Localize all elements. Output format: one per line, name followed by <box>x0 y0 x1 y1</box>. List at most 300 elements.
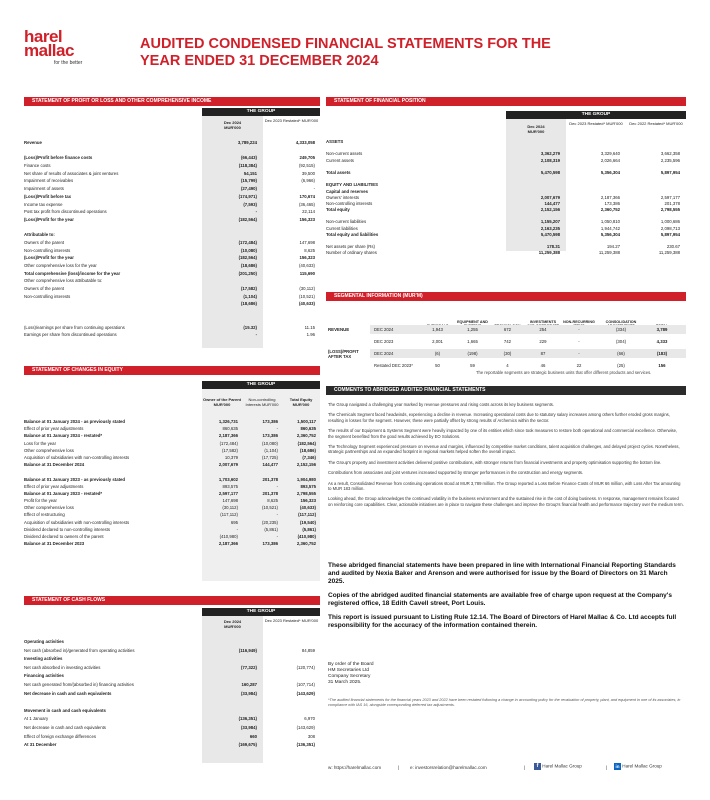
eq-value: 201,378 <box>262 490 278 496</box>
signature-line: By order of the Board <box>328 662 374 667</box>
segment-value: 87 <box>540 351 546 356</box>
fp-value: 5,897,954 <box>660 169 680 175</box>
col-dec2023: Dec 2023 Restated* MUR'000 <box>264 618 319 623</box>
pl-label: Finance costs <box>24 163 51 169</box>
pl-label: Other comprehensive loss attributable to: <box>24 278 103 284</box>
cf-label: Net cash generated from/(absorbed in) financing activities <box>24 681 134 687</box>
cf-row <box>24 648 320 657</box>
fp-value: 5,356,304 <box>600 169 620 175</box>
eq-value: 893,575 <box>222 483 238 489</box>
segment-period: DEC 2023 <box>374 339 394 344</box>
fp-label: Total assets <box>326 169 351 175</box>
fp-value: 1,155,207 <box>540 219 560 225</box>
eq-value: 1,500,117 <box>297 419 316 424</box>
fp-value: 11,259,388 <box>598 250 620 256</box>
segment-value: - <box>578 351 580 356</box>
eq-label: Effect of prior year adjustments <box>24 483 84 489</box>
eq-label: Balance at 01 January 2024 - restated* <box>24 433 103 439</box>
eq-value: 1,904,980 <box>296 476 316 482</box>
pl-value: (182,564) <box>238 216 257 222</box>
eq-value: 1,703,602 <box>218 476 238 482</box>
pl-value: (10,080) <box>240 247 257 253</box>
pl-value: (182,564) <box>238 255 257 261</box>
segment-period: DEC 2024 <box>374 327 394 332</box>
eq-value: 2,360,752 <box>296 541 316 547</box>
board-signature <box>328 662 448 686</box>
col-dec2022: Dec 2022 Restated* MUR'000 <box>629 121 683 126</box>
pl-value: (10,521) <box>298 293 315 299</box>
pl-value: - <box>313 186 315 192</box>
pl-value: (18,686) <box>240 263 257 268</box>
linkedin-link[interactable] <box>614 763 662 770</box>
financial-position-rows <box>326 139 686 257</box>
eq-value: (117,112) <box>298 512 316 518</box>
pl-value: 11.15 <box>304 324 315 330</box>
cf-value: (107,714) <box>296 681 315 687</box>
email-link[interactable]: e: investorsrelation@harelmallac.com <box>410 765 487 770</box>
cf-label: At 1 January <box>24 716 49 722</box>
fp-value: 5,356,304 <box>600 231 620 237</box>
eq-value: (182,564) <box>297 440 316 446</box>
eq-label: Balance at 01 January 2023 - restated* <box>24 490 103 496</box>
cf-row <box>24 725 320 734</box>
eq-value: (30,112) <box>222 505 238 511</box>
segment-value: (66) <box>617 351 625 356</box>
pl-row <box>24 240 320 248</box>
facebook-label: Harel Mallac Group <box>542 763 582 769</box>
pl-value: (118,384) <box>238 163 257 169</box>
pl-value: (15,799) <box>240 178 257 184</box>
segment-value: (304) <box>615 339 627 344</box>
pl-row <box>24 178 320 186</box>
facebook-icon: f <box>534 763 541 770</box>
pl-label: (Loss)/earnings per share from continuing operations <box>24 324 125 330</box>
cf-row <box>24 734 320 743</box>
pl-label: Impairment of assets <box>24 186 64 192</box>
fp-value: 11,259,388 <box>658 250 680 256</box>
pl-row <box>24 171 320 179</box>
cf-label: Net decrease in cash and cash equivalents <box>24 724 106 730</box>
cf-label: At 31 December <box>24 742 57 748</box>
pl-value: (201,250) <box>238 270 257 276</box>
eq-value: (5,861) <box>264 526 278 532</box>
segment-value: (25) <box>617 363 625 368</box>
segment-note: The reportable segments are strategic business units that offer different products and services. <box>476 370 652 375</box>
eq-row <box>24 527 320 534</box>
pl-row <box>24 263 320 271</box>
col-total-equity: Total Equity MUR'000 <box>289 397 313 407</box>
eq-value: - <box>276 426 278 432</box>
footer-separator: | <box>398 765 400 770</box>
pl-label: (Loss)/Profit for the year <box>24 216 74 222</box>
pl-label: Income tax expense <box>24 201 63 207</box>
segment-value: (334) <box>615 327 627 332</box>
loss-after-tax-label: (LOSS)/PROFIT AFTER TAX <box>328 349 359 359</box>
cf-label: Net cash absorbed in investing activities <box>24 664 101 670</box>
cf-row <box>24 665 320 674</box>
comment-paragraph: The Technology Segment experienced pressure on revenue and margins, influenced by competitive market conditions, talent acquisition challenges, and delayed project cycles. Nonetheless, strategic partnerships and an expanded footprint in regional markets helped soften the overall impact. <box>328 444 680 455</box>
group-header: THE GROUP <box>506 111 686 119</box>
cf-value: (136,351) <box>238 716 257 722</box>
pl-label: Non-controlling interests <box>24 247 71 253</box>
cf-label: Operating activities <box>24 639 64 644</box>
fp-value: 2,597,177 <box>660 194 680 200</box>
pl-label: Total comprehensive (loss)/income for the year <box>24 270 121 276</box>
col-dec2024: Dec 2024 MUR'000 <box>527 124 545 134</box>
pl-value: 156,323 <box>299 216 315 222</box>
segment-value: 156 <box>658 363 666 368</box>
col-dec2023: Dec 2023 Restated* MUR'000 <box>569 121 623 126</box>
group-header: THE GROUP <box>202 381 320 389</box>
pl-value: 4,333,058 <box>295 140 315 145</box>
pl-row <box>24 332 320 340</box>
fp-value: 2,098,713 <box>660 225 680 231</box>
facebook-link[interactable] <box>534 763 582 770</box>
profit-loss-header: STATEMENT OF PROFIT OR LOSS AND OTHER COMPREHENSIVE INCOME <box>24 97 320 106</box>
pl-value: (66,443) <box>240 155 257 161</box>
eq-value: - <box>276 483 278 489</box>
segment-period: Restated DEC 2023* <box>374 363 413 368</box>
company-logo <box>24 27 104 66</box>
fp-row <box>326 250 686 256</box>
eq-row <box>24 520 320 527</box>
pl-label: (Loss)/Profit before tax <box>24 193 72 199</box>
fp-value: 2,360,752 <box>600 207 620 213</box>
signature-line: HM Secretaries Ltd <box>328 668 370 673</box>
eq-value: (410,980) <box>219 534 238 539</box>
linkedin-icon: in <box>615 764 620 769</box>
pl-value: (27,490) <box>240 186 257 192</box>
eq-label: Other comprehensive loss <box>24 447 74 453</box>
pl-row <box>24 232 320 240</box>
fp-label: Net assets per share (Rs) <box>326 244 375 250</box>
revenue-label: REVENUE <box>328 327 350 332</box>
fp-label: Total equity and liabilities <box>326 231 379 237</box>
eq-value: 156,323 <box>300 498 316 504</box>
eq-value: (17,725) <box>261 454 278 460</box>
cf-row <box>24 716 320 725</box>
segment-value: 742 <box>503 339 512 344</box>
pl-label: Post tax profit from discontinued operations <box>24 209 107 215</box>
pl-row <box>24 325 320 333</box>
eq-value: (117,112) <box>220 512 238 518</box>
eq-row <box>24 426 320 433</box>
eq-row <box>24 455 320 462</box>
eq-value: 2,798,555 <box>296 490 316 496</box>
eq-row <box>24 541 320 548</box>
fp-value: 2,108,319 <box>540 157 560 163</box>
comment-paragraph: Contributions from associates and joint ventures increased supported by stronger performances in the construction and energy segments. <box>328 470 584 476</box>
cf-value: (120,774) <box>296 664 315 670</box>
copies-text: Copies of the abridged audited financial statements are available free of charge upon request at the Company's registered office, 18 Edith Cavell street, Port Louis. <box>328 592 672 607</box>
cf-row <box>24 691 320 700</box>
segment-value: 2,001 <box>432 339 443 344</box>
signature-line: 31 March 2025. <box>328 680 362 685</box>
eq-row <box>24 484 320 491</box>
fp-value: 2,026,664 <box>600 157 620 163</box>
eq-value: 147,698 <box>222 498 238 504</box>
pl-value: (1,104) <box>243 293 257 299</box>
eq-row <box>24 462 320 469</box>
group-header: THE GROUP <box>202 108 320 116</box>
fp-label: EQUITY AND LIABILITIES <box>326 182 379 188</box>
cf-value: (33,984) <box>240 690 257 696</box>
pl-value: - <box>255 209 257 215</box>
cf-label: Financing activities <box>24 673 64 679</box>
pl-value: (15.32) <box>243 324 257 330</box>
segment-header-cell: EQUIPMENT AND <box>457 319 488 324</box>
fp-value: 2,187,366 <box>600 194 620 200</box>
profit-loss-rows <box>24 140 320 340</box>
eq-value: 173,386 <box>262 433 278 439</box>
col-dec2024: Dec 2024 MUR'000 <box>223 619 242 629</box>
pl-row <box>24 248 320 256</box>
eq-value: (10,080) <box>261 440 278 446</box>
eq-label: Dividend declared to owners of the parent <box>24 534 104 539</box>
pl-row <box>24 186 320 194</box>
fp-value: 1,000,686 <box>660 219 680 225</box>
signature-line: Company Secretary <box>328 674 371 679</box>
fp-label: ASSETS <box>326 139 344 144</box>
eq-value: 2,007,679 <box>218 462 238 468</box>
pl-value: (18,686) <box>240 301 257 307</box>
eq-value: (1,104) <box>264 447 278 453</box>
pl-value: 8,625 <box>304 247 315 253</box>
eq-row <box>24 433 320 440</box>
col-dec2023: Dec 2023 Restated* MUR'000 <box>264 118 319 123</box>
segment-row <box>326 336 686 347</box>
linkedin-label: Harel Mallac Group <box>622 763 662 769</box>
eq-value: 2,187,366 <box>218 541 238 547</box>
fp-label: Current liabilities <box>326 225 358 231</box>
segment-value: 1,665 <box>467 339 478 344</box>
fp-value: 2,235,596 <box>660 157 680 163</box>
eq-value: - <box>276 512 278 518</box>
pl-value: 39,500 <box>301 170 315 176</box>
eq-value: (19,540) <box>299 519 316 525</box>
pl-value: (172,484) <box>238 239 257 245</box>
pl-row <box>24 286 320 294</box>
fp-label: Non-controlling interests <box>326 200 373 206</box>
fp-value: 2,152,156 <box>540 207 560 213</box>
pl-row <box>24 317 320 325</box>
cf-label: Movement in cash and cash equivalents <box>24 707 106 713</box>
pl-label: Owners of the parent <box>24 239 65 245</box>
fp-value: 230.67 <box>666 244 680 250</box>
pl-row <box>24 271 320 279</box>
segment-header-cell: NON-RECURRING <box>563 319 595 324</box>
fp-value: 144,477 <box>544 200 560 206</box>
logo-line1: harel <box>24 27 63 46</box>
eq-row <box>24 441 320 448</box>
eq-label: Dividend declared to non-controlling interests <box>24 526 110 532</box>
eq-label: Balance at 01 January 2024 - as previously stated <box>24 419 126 424</box>
pl-row <box>24 255 320 263</box>
website-link[interactable]: w: https://harelmallac.com <box>328 765 382 770</box>
cf-label: Effect of foreign exchange differences <box>24 733 96 739</box>
cf-value: (33,984) <box>240 724 257 730</box>
fp-label: Number of ordinary shares <box>326 250 377 256</box>
changes-equity-rows <box>24 419 320 548</box>
pl-row <box>24 194 320 202</box>
comments-section <box>326 386 686 707</box>
segment-value: 4,333 <box>656 339 668 344</box>
authorisation-text: These abridged financial statements have been prepared in line with International Financial Reporting Standards and audited by Nexia Baker and Arenson and were authorised for issue by the Board of Directors on 31 March 2025. <box>328 562 676 585</box>
eq-value: 173,386 <box>262 419 278 424</box>
comment-paragraph: The Group navigated a challenging year marked by revenue pressures and rising costs across its key business segments. <box>328 402 555 407</box>
pl-label: Owners of the parent <box>24 286 65 292</box>
pl-row <box>24 148 320 156</box>
fp-label: Non-current assets <box>326 151 363 157</box>
eq-label: Acquisition of subsidiaries with non-controlling interests <box>24 454 130 460</box>
segment-value: 672 <box>503 327 512 332</box>
segment-row <box>326 324 686 335</box>
logo-tagline: for the better <box>54 60 83 66</box>
eq-value: 10,379 <box>224 454 238 460</box>
cash-flows-header: STATEMENT OF CASH FLOWS <box>24 596 320 605</box>
pl-row <box>24 209 320 217</box>
eq-row <box>24 491 320 498</box>
fp-label: Total equity <box>326 207 350 213</box>
segment-value: - <box>578 339 580 344</box>
eq-value: (172,484) <box>219 440 238 446</box>
comment-paragraph: The results of our Equipment & Systems Segment were heavily impacted by one of its entities which since took measures to restore both operational and commercial excellence. Otherwise, the segment benefited from the good results achieved by EO Solutions. <box>328 428 678 439</box>
pl-row <box>24 294 320 302</box>
pl-label: Impairment of receivables <box>24 178 74 184</box>
pl-value: 147,698 <box>299 239 315 245</box>
financial-position-section <box>326 97 686 256</box>
eq-label: Balance at 01 January 2023 - as previously stated <box>24 476 126 482</box>
fp-value: 5,897,954 <box>660 231 680 237</box>
cf-row <box>24 673 320 682</box>
eq-value: (10,521) <box>261 505 278 511</box>
cash-flows-rows <box>24 639 320 751</box>
fp-value: 5,470,598 <box>540 231 560 237</box>
cf-value: 660 <box>249 733 257 739</box>
pl-value: (7,593) <box>243 201 257 207</box>
cf-label: Net cash (absorbed in)/generated from operating activities <box>24 647 135 653</box>
pl-value: (40,633) <box>298 263 315 268</box>
eq-value: (17,582) <box>221 447 238 453</box>
pl-value: 22,114 <box>302 209 315 215</box>
eq-value: (410,980) <box>297 534 316 539</box>
segmental-header: SEGMENTAL INFORMATION (MUR'M) <box>326 292 686 301</box>
eq-value: 8,625 <box>267 498 278 504</box>
financial-position-header: STATEMENT OF FINANCIAL POSITION <box>326 97 686 106</box>
segment-value: 1,255 <box>467 327 478 332</box>
pl-row <box>24 140 320 148</box>
segment-value: 1,943 <box>432 327 443 332</box>
pl-value: (36,465) <box>298 201 315 207</box>
pl-label: Attributable to: <box>24 232 55 238</box>
col-owner-parent: Owner of the Parent MUR'000 <box>202 397 241 407</box>
segment-value: (198) <box>467 351 478 356</box>
cf-row <box>24 708 320 717</box>
fp-value: 173,386 <box>604 200 620 206</box>
fp-value: 5,470,598 <box>540 169 560 175</box>
pl-value: (17,582) <box>240 286 257 292</box>
comments-paragraphs <box>328 402 684 512</box>
pl-value: 54,151 <box>243 170 257 176</box>
changes-equity-section <box>24 366 320 547</box>
eq-value: (7,346) <box>302 454 316 460</box>
eq-value: 201,378 <box>262 476 278 482</box>
pl-row <box>24 155 320 163</box>
changes-equity-header: STATEMENT OF CHANGES IN EQUITY <box>24 366 320 375</box>
segment-value: 22 <box>576 363 582 368</box>
eq-value: 2,597,177 <box>218 490 238 496</box>
pl-value: 1.96 <box>306 332 315 338</box>
cf-value: 84,859 <box>301 647 315 653</box>
cf-value: (143,629) <box>296 690 315 696</box>
fp-value: 3,362,279 <box>540 151 560 157</box>
cf-value: (116,949) <box>238 647 257 653</box>
cf-row <box>24 639 320 648</box>
pl-label: Non-controlling interests <box>24 293 71 299</box>
footer-separator: | <box>524 765 526 770</box>
fp-value: 3,662,358 <box>660 151 680 157</box>
fp-value: 3,329,640 <box>600 151 620 157</box>
eq-label: Balance at 31 December 2024 <box>24 462 85 468</box>
fp-value: 11,259,388 <box>538 250 560 256</box>
eq-label: Acquisition of subsidiaries with non-controlling interests <box>24 519 130 525</box>
segment-value: 229 <box>539 339 547 344</box>
cash-flows-section <box>24 596 320 748</box>
eq-label: Balance at 31 December 2023 <box>24 541 85 547</box>
pl-label: Earnings per share from discontinued operations <box>24 332 117 338</box>
restatement-footnote: *The audited financial statements for the financial years 2023 and 2022 have been restated following a change in accounting policy for the revaluation of property, plant, and equipment in one of its associates, in compliance with IAS 16, alongside corresponding deferred tax adjustments. <box>328 698 681 707</box>
group-header: THE GROUP <box>202 608 320 616</box>
pl-value: (92,515) <box>298 163 315 169</box>
pl-value: 249,705 <box>299 155 315 161</box>
pl-row <box>24 301 320 309</box>
eq-value: 173,386 <box>262 541 278 547</box>
eq-row <box>24 498 320 505</box>
comment-paragraph: The Chemicals Segment faced headwinds, experiencing a decline in revenue. Increasing operational costs due to statutory salary increases among others further eroded gross margins, resulting in losses for the segment. However, these were partially offset by strong results of Archemics within the sector. <box>328 412 670 423</box>
fp-value: 178.31 <box>546 244 560 250</box>
pl-row <box>24 163 320 171</box>
segment-rows <box>326 324 686 368</box>
eq-value: - <box>276 534 278 539</box>
cf-label: Investing activities <box>24 656 63 662</box>
pl-row <box>24 217 320 225</box>
pl-row <box>24 225 320 233</box>
segment-value: (6) <box>434 351 441 356</box>
pl-label: Revenue <box>24 140 42 145</box>
pl-row <box>24 202 320 210</box>
pl-label: (Loss)/Profit for the year <box>24 255 74 261</box>
pl-value: (30,112) <box>299 286 315 292</box>
authorisation-block <box>328 562 684 636</box>
cf-value: (169,675) <box>238 742 257 748</box>
eq-label: Effect of restructuring <box>24 512 65 518</box>
eq-value: 1,326,731 <box>218 419 238 424</box>
cf-value: 308 <box>307 733 315 739</box>
eq-row <box>24 534 320 541</box>
segment-value: (30) <box>503 351 512 356</box>
fp-label: Current assets <box>326 157 354 163</box>
pl-value: 156,323 <box>299 255 315 261</box>
eq-value: 860,635 <box>300 426 316 432</box>
cf-value: (77,322) <box>240 664 257 670</box>
eq-value: 144,477 <box>262 462 278 468</box>
fp-value: 2,007,679 <box>540 194 560 200</box>
segment-row <box>326 348 686 359</box>
col-non-controlling: Non-controlling Interests MUR'000 <box>245 397 279 407</box>
comment-paragraph: Looking ahead, the Group acknowledges the continued volatility in the business environment and the sustained rise in the cost of doing business. In response, management remains focused on reinforcing core capabilities. Clear, actionable initiatives are in place to navigate these challenges and improve the Group's financial health and performance trajectory over the medium term. <box>328 496 684 507</box>
cf-value: 6,970 <box>304 716 315 722</box>
eq-value: 2,152,156 <box>296 462 316 468</box>
